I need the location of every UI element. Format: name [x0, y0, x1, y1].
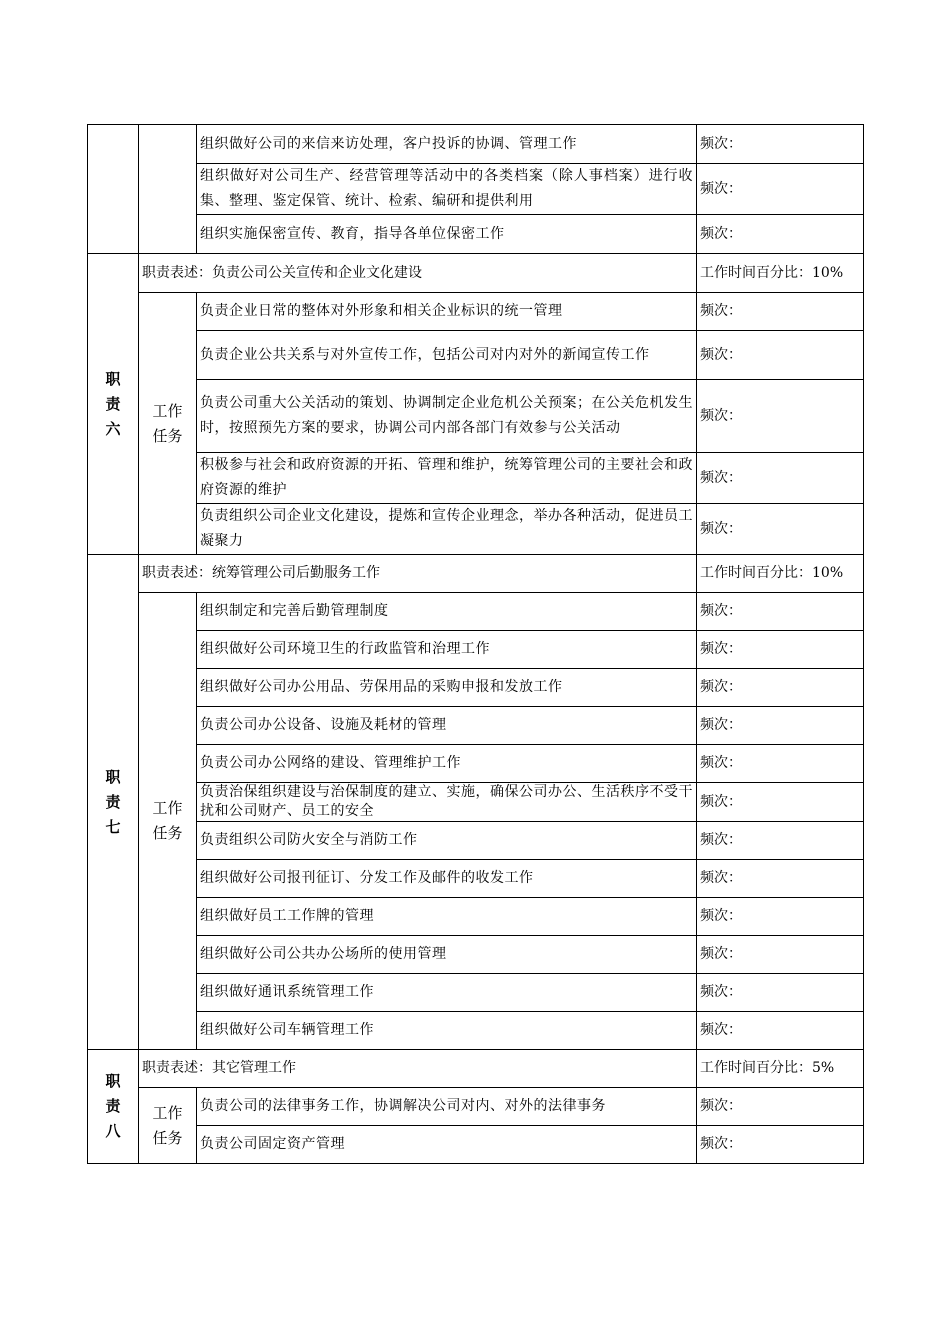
- duty-summary: 职责表述：统筹管理公司后勤服务工作: [139, 555, 697, 593]
- frequency-cell: 频次：: [697, 504, 864, 555]
- task-item: 组织做好公司办公用品、劳保用品的采购申报和发放工作: [197, 669, 697, 707]
- task-item: 组织做好公司环境卫生的行政监管和治理工作: [197, 631, 697, 669]
- frequency-cell: 频次：: [697, 215, 864, 254]
- duty-summary: 职责表述：其它管理工作: [139, 1050, 697, 1088]
- duty-name-6: 职责六: [88, 254, 139, 555]
- frequency-cell: 频次：: [697, 974, 864, 1012]
- frequency-cell: 频次：: [697, 898, 864, 936]
- frequency-cell: 频次：: [697, 631, 864, 669]
- frequency-cell: 频次：: [697, 1126, 864, 1164]
- task-item: 负责企业日常的整体对外形象和相关企业标识的统一管理: [197, 293, 697, 331]
- frequency-cell: 频次：: [697, 293, 864, 331]
- frequency-cell: 频次：: [697, 593, 864, 631]
- task-item: 负责企业公共关系与对外宣传工作，包括公司对内对外的新闻宣传工作: [197, 331, 697, 380]
- task-label-continued: [139, 125, 197, 254]
- frequency-cell: 频次：: [697, 331, 864, 380]
- task-label: 工作任务: [139, 593, 197, 1050]
- task-label: 工作任务: [139, 1088, 197, 1164]
- task-item: 组织制定和完善后勤管理制度: [197, 593, 697, 631]
- duty-name-8: 职责八: [88, 1050, 139, 1164]
- frequency-cell: 频次：: [697, 669, 864, 707]
- time-percentage: 工作时间百分比：10%: [697, 555, 864, 593]
- task-item: 组织做好公司公共办公场所的使用管理: [197, 936, 697, 974]
- task-item: 负责公司办公网络的建设、管理维护工作: [197, 745, 697, 783]
- task-item: 负责组织公司防火安全与消防工作: [197, 822, 697, 860]
- frequency-cell: 频次：: [697, 125, 864, 164]
- frequency-cell: 频次：: [697, 380, 864, 453]
- task-item: 负责公司固定资产管理: [197, 1126, 697, 1164]
- frequency-cell: 频次：: [697, 936, 864, 974]
- duty-name-7: 职责七: [88, 555, 139, 1050]
- frequency-cell: 频次：: [697, 860, 864, 898]
- task-item: 组织做好通讯系统管理工作: [197, 974, 697, 1012]
- frequency-cell: 频次：: [697, 783, 864, 822]
- task-item: 组织做好公司报刊征订、分发工作及邮件的收发工作: [197, 860, 697, 898]
- task-item: 负责治保组织建设与治保制度的建立、实施，确保公司办公、生活秩序不受干扰和公司财产、员工的安全: [197, 783, 697, 822]
- frequency-cell: 频次：: [697, 745, 864, 783]
- frequency-cell: 频次：: [697, 1088, 864, 1126]
- frequency-cell: 频次：: [697, 164, 864, 215]
- frequency-cell: 频次：: [697, 822, 864, 860]
- task-item: 组织做好公司车辆管理工作: [197, 1012, 697, 1050]
- task-item: 负责组织公司企业文化建设，提炼和宣传企业理念，举办各种活动，促进员工凝聚力: [197, 504, 697, 555]
- frequency-cell: 频次：: [697, 707, 864, 745]
- task-item: 组织做好对公司生产、经营管理等活动中的各类档案（除人事档案）进行收集、整理、鉴定保管、统计、检索、编研和提供利用: [197, 164, 697, 215]
- job-duties-table: [87, 124, 864, 1164]
- task-label: 工作任务: [139, 293, 197, 555]
- task-item: 积极参与社会和政府资源的开拓、管理和维护，统筹管理公司的主要社会和政府资源的维护: [197, 453, 697, 504]
- task-item: 负责公司重大公关活动的策划、协调制定企业危机公关预案；在公关危机发生时，按照预先方案的要求，协调公司内部各部门有效参与公关活动: [197, 380, 697, 453]
- duty-summary: 职责表述：负责公司公关宣传和企业文化建设: [139, 254, 697, 293]
- task-item: 负责公司的法律事务工作，协调解决公司对内、对外的法律事务: [197, 1088, 697, 1126]
- frequency-cell: 频次：: [697, 1012, 864, 1050]
- frequency-cell: 频次：: [697, 453, 864, 504]
- time-percentage: 工作时间百分比：5%: [697, 1050, 864, 1088]
- time-percentage: 工作时间百分比：10%: [697, 254, 864, 293]
- task-item: 组织做好公司的来信来访处理，客户投诉的协调、管理工作: [197, 125, 697, 164]
- task-item: 组织做好员工工作牌的管理: [197, 898, 697, 936]
- task-item: 组织实施保密宣传、教育，指导各单位保密工作: [197, 215, 697, 254]
- task-item: 负责公司办公设备、设施及耗材的管理: [197, 707, 697, 745]
- duty-cell-continued: [88, 125, 139, 254]
